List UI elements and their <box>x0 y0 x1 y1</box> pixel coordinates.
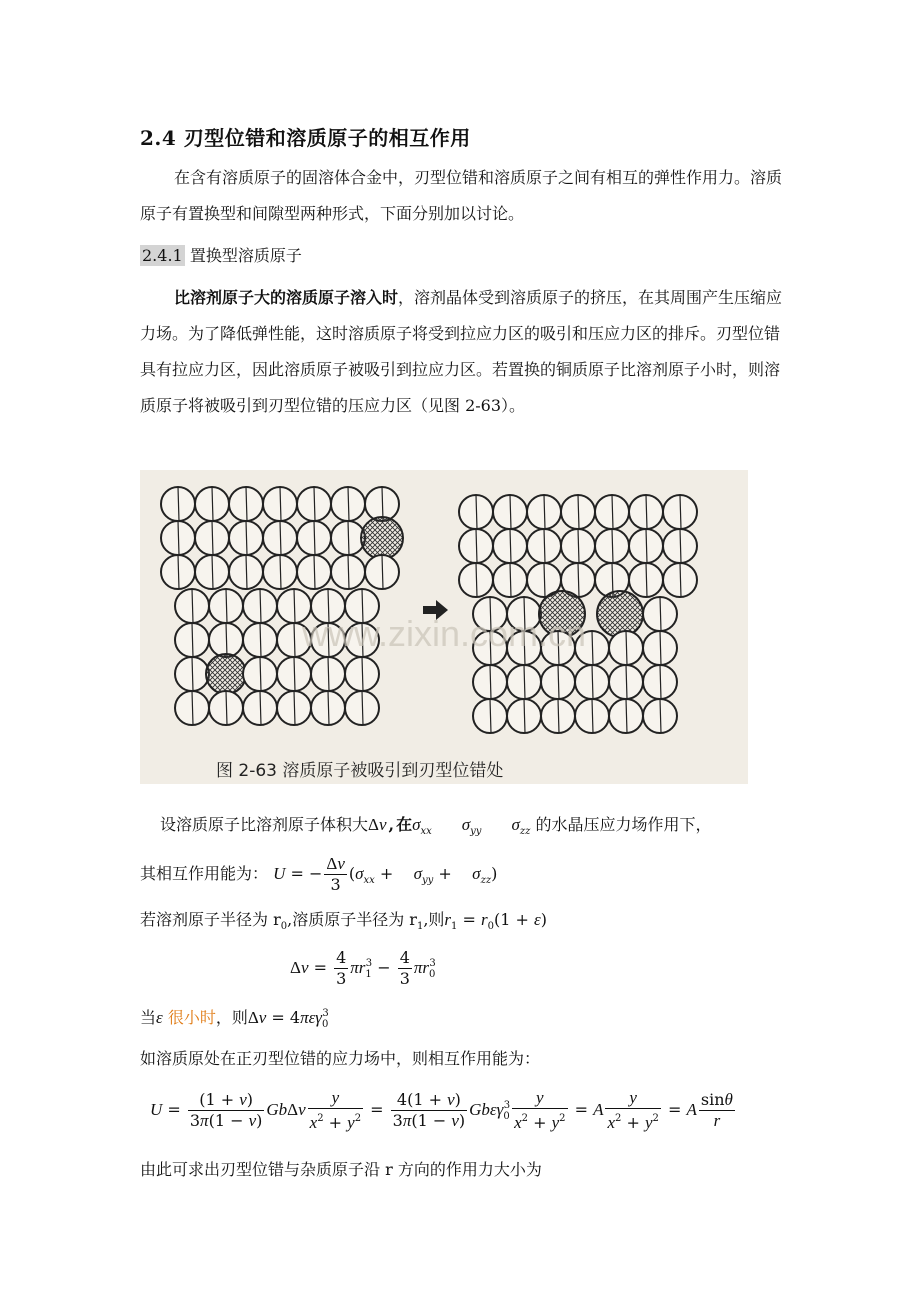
paragraph-bold-lead: 比溶剂原子大的溶质原子溶入时 <box>174 288 399 307</box>
text-very-small: 很小时 <box>167 1008 216 1027</box>
subsection-number: 2.4.1 <box>142 246 183 265</box>
equation-volume-difference: Δν = $\frac{4}{3}$ $\pi r_1^3$ − $\frac{4}{3}$ $\pi r_0^3$ <box>290 948 436 988</box>
solute-atom <box>206 654 246 694</box>
paragraph-substitution <box>140 280 790 424</box>
text-line-volume: 设溶质原子比溶剂原子体积大Δν , 在$\sigma_{xx}$ $\sigma_{yy}$ $\sigma_{zz}$ 的水晶压应力场作用下， <box>160 815 712 837</box>
figure-2-63 <box>140 470 748 784</box>
text-when: 当 <box>140 1008 157 1027</box>
equation-edge-interaction: U = $\frac{(1 + \nu)}{3\pi(1 - \nu)}$ GbΔν $\frac{y}{x^2 + y^2}$ = $\frac{4(1 + \nu)}{3\pi(1 - \nu)}$ Gbεγ$_0^3$ $\frac{y}{x^2 + y^2}$ = A $\frac{y}{x^2 + y^2}$ = A $\frac{\sin\theta}{r}$ <box>150 1088 733 1132</box>
text-stress-field: 的水晶压应力场作用下， <box>535 815 712 834</box>
text-line-radius: 若溶剂原子半径为 $r_0$,溶质原子半径为 $r_1$,则$r_1 = r_0(1 + \varepsilon)$ <box>140 910 547 932</box>
text-then: ,则 <box>423 910 445 929</box>
text-volume-lead: 设溶质原子比溶剂原子体积大 <box>160 815 369 834</box>
solute-atom <box>361 517 403 559</box>
text-line-edge-field: 如溶质原处在正刃型位错的应力场中，则相互作用能为： <box>140 1049 541 1068</box>
text-line-force: 由此可求出刃型位错与杂质原子沿 r 方向的作用力大小为 <box>140 1160 542 1179</box>
text-line-small-epsilon: 当ε 很小时，则Δν = 4πεγ$_0^3$ <box>140 1008 329 1030</box>
text-solute-radius: ,溶质原子半径为 r <box>287 910 417 929</box>
solute-atom <box>597 591 643 637</box>
text-solvent-radius: 若溶剂原子半径为 r <box>140 910 281 929</box>
watermark-text: www.zixin.com.cn <box>301 613 587 654</box>
intro-paragraph: 在含有溶质原子的固溶体合金中，刃型位错和溶质原子之间有相互的弹性作用力。溶质原子有置换型和间隙型两种形式，下面分别加以讨论。 <box>140 168 783 223</box>
subsection-title <box>140 243 302 266</box>
paragraph-rest: ，溶剂晶体受到溶质原子的挤压，在其周围产生压缩应力场。为了降低弹性能，这时溶质原子将受到拉应力区的吸引和压应力区的排斥。刃型位错具有拉应力区，因此溶质原子被吸引到拉应力区。若置换的铜质原子比溶剂原子小时，则溶质原子将被吸引到刃型位错的压应力区（见图 2-63）。 <box>140 288 783 415</box>
figure-caption: 图 2-63 溶质原子被吸引到刃型位错处 <box>216 761 504 781</box>
equation-interaction-energy: 其相互作用能为： U = − $\frac{\Delta\nu}{3}$ ($\sigma_{xx}$ + $\sigma_{yy}$ + $\sigma_{zz}$) <box>140 854 498 894</box>
left-lattice <box>161 487 403 725</box>
text-then2: ，则 <box>215 1008 248 1027</box>
text-interaction-lead: 其相互作用能为： <box>140 864 269 883</box>
text-in: 在 <box>396 815 413 834</box>
atom-lattice-illustration <box>140 470 748 784</box>
subsection-label: 置换型溶质原子 <box>189 246 302 265</box>
section-title: 2.4 刃型位错和溶质原子的相互作用 <box>140 126 471 150</box>
